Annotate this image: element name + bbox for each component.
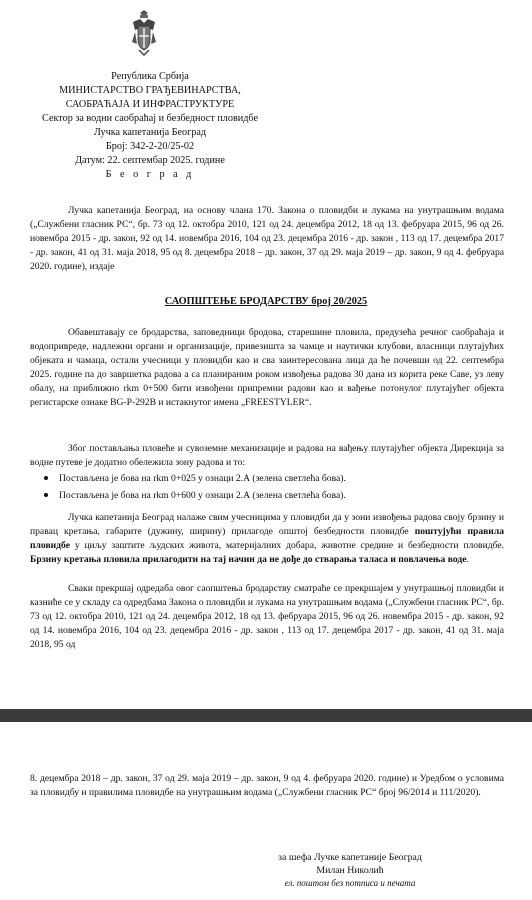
bullet-icon bbox=[44, 476, 48, 480]
signature-block bbox=[255, 851, 445, 890]
penalty-paragraph: Сваки прекршај одредаба овог саопштења бродарству сматраће се прекршајем у унутрашњој пловидби и казниће се у складу са одредбама Закона о пловидби и лукама на унутрашњим водама („Службени гласник РС“, бр. 73 од 12. октобра 2010, 121 од 24. децембра 2012, 18 од 13. фебруара 2015, 96 од 26. новембра 2015 - др. закон, 92 од 14. новембра 2016, 104 од 23. децембра 2016 - др. закон , 113 од 17. децембра 2017 - др. закон, 41 од 31. маја 2018, 95 од bbox=[30, 583, 504, 650]
document-date: Датум: 22. септембар 2025. године bbox=[75, 155, 225, 166]
notice-paragraph: Обавештавају се бродарства, заповедници бродова, старешине пловила, предузећа речног саобраћаја и водопривреде, надлежни органи и организације, привезишта за чамце и наутички клубови, власници плутајућих објеката и чамаца, остали учесници у пловидби као и сва заинтересована лица да ће почевши од 22. септембра 2025. године па до завршетка радова а са планираним роком извођења радова 30 дана из корита реке Саве, уз леву обалу, на приближно rkm 0+500 бити извођени припремни радови као и вађење потонулог плутајућег објекта регистарске ознаке BG-P-292B и истакнутог имена „FREESTYLER“. bbox=[30, 327, 504, 408]
list-item: Постављена је бова на rkm 0+025 у ознаци 2.А (зелена светлећа бова). bbox=[44, 472, 346, 486]
emphasis-speed: Брзину кретања пловила прилагодити на тај начин да не дође до стварања таласа и повлачења воде bbox=[30, 554, 467, 565]
penalty-paragraph-continued: 8. децембра 2018 – др. закон, 37 од 29. маја 2019 – др. закон, 9 од 4. фебруара 2020. године) и Уредбом о условима за пловидбу и правилима пловидбе на унутрашњим водама („Службени гласник РС“ број 96/2014 и 111/2020). bbox=[30, 773, 504, 798]
republic-name: Република Србија bbox=[111, 71, 189, 82]
list-item: Постављена је бова на rkm 0+600 у ознаци 2.А (зелена светлећа бова). bbox=[44, 489, 346, 503]
document-city: Б е о г р а д bbox=[105, 169, 195, 180]
coat-of-arms-icon bbox=[131, 10, 157, 56]
office-name: Лучка капетанија Београд bbox=[93, 127, 207, 138]
sector-name: Сектор за водни саобраћај и безбедност пловидбе bbox=[42, 113, 258, 124]
signature-note: ел. поштом без потписа и печата bbox=[284, 878, 416, 888]
signatory-name: Милан Николић bbox=[316, 865, 384, 876]
ministry-line-1: МИНИСТАРСТВО ГРАЂЕВИНАРСТВА, bbox=[59, 85, 241, 96]
document-number: Број: 342-2-20/25-02 bbox=[105, 141, 195, 152]
signatory-role: за шефа Лучке капетаније Београд bbox=[278, 852, 422, 863]
ministry-line-2: САОБРАЋАЈА И ИНФРАСТРУКТУРЕ bbox=[65, 99, 235, 110]
letterhead bbox=[0, 70, 300, 182]
markings-paragraph: Због постављања пловеће и сувоземне механизације и радова на вађењу плутајућег објекта Дирекција за водне путеве је додатно обележила зону радова и то: bbox=[30, 443, 504, 468]
emphasis-rules: поштујући правила пловидбе bbox=[30, 526, 505, 551]
intro-paragraph: Лучка капетанија Београд, на основу члана 170. Закона о пловидби и лукама на унутрашњим водама („Службени гласник РС“, бр. 73 од 12. октобра 2010, 121 од 24. децембра 2012, 18 од 13. фебруара 2015, 96 од 26. новембра 2015 - др. закон, 92 од 14. новембра 2016, 104 од 23. децембра 2016 - др. закон , 113 од 17. децембра 2017 - др. закон, 41 од 31. маја 2018, 95 од 8. децембра 2018 – др. закон, 37 од 29. маја 2019 – др. закон, 9 од 4. фебруара 2020. године), издаје bbox=[30, 205, 504, 272]
bullet-icon bbox=[44, 493, 48, 497]
instructions-paragraph: Лучка капетанија Београд налаже свим учесницима у пловидби да у зони извођења радова своју брзину и правац кретања, габарите (дужину, ширину) прилагоде општој безбедности пловидбе поштујући правила пловидбе у циљу заштите људских живота, материјалних добара, животне средине и безбедности пловидбе. Брзину кретања пловила прилагодити на тај начин да не дође до стварања таласа и повлачења воде. bbox=[30, 512, 505, 565]
page-break-divider bbox=[0, 709, 532, 722]
document-title: САОПШТЕЊЕ БРОДАРСТВУ број 20/2025 bbox=[164, 296, 368, 307]
